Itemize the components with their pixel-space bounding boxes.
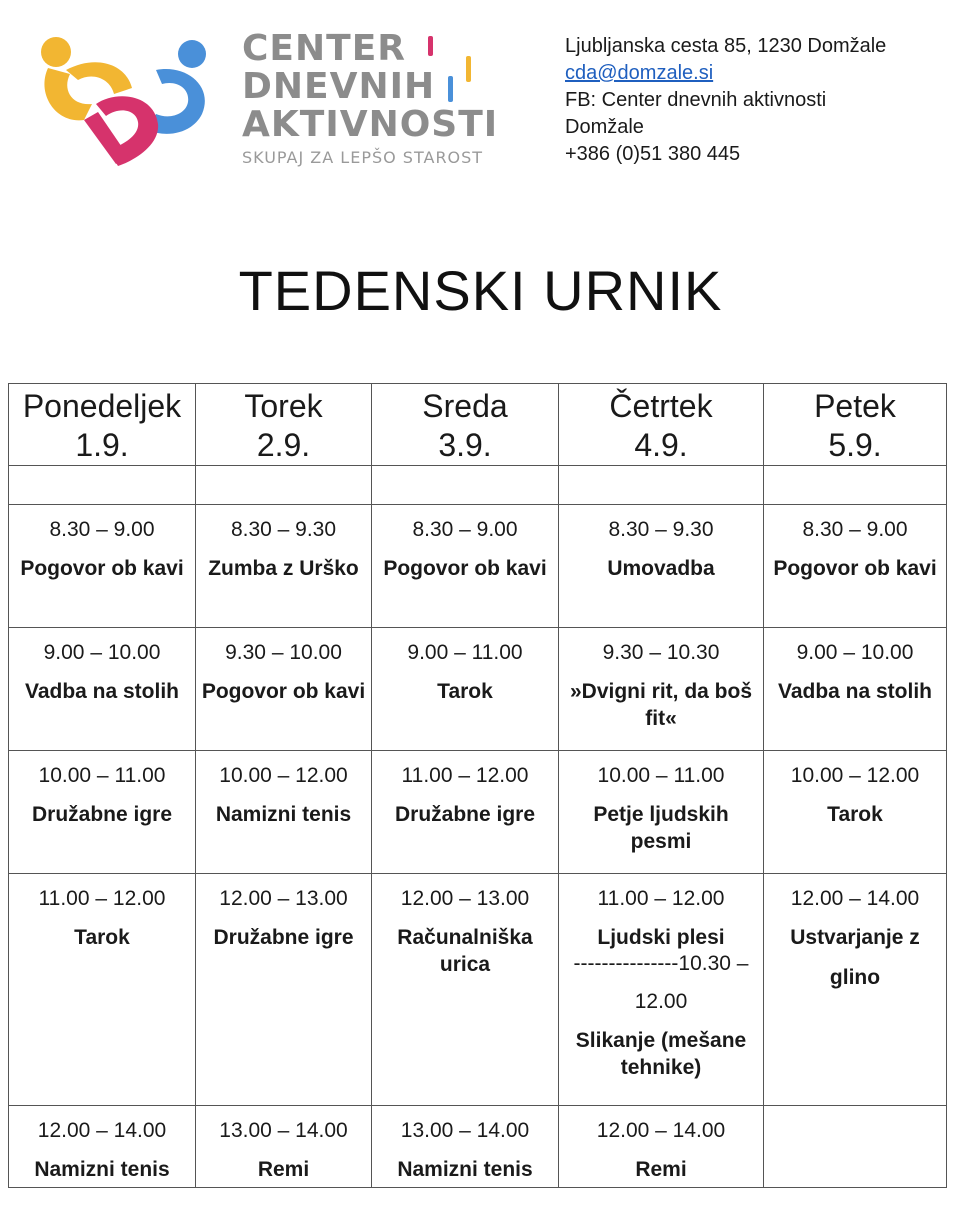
empty-cell <box>372 466 559 505</box>
time-slot: 10.00 – 12.00 <box>219 764 348 787</box>
day-name: Ponedeljek <box>22 388 182 424</box>
activity-name: Pogovor ob kavi <box>201 680 366 703</box>
day-header <box>9 384 196 466</box>
schedule-cell <box>196 628 372 751</box>
schedule-cell <box>196 874 372 1106</box>
activity-name: Petje ljudskih pesmi <box>593 803 729 853</box>
schedule-row <box>9 751 947 874</box>
time-slot: 8.30 – 9.30 <box>230 518 337 541</box>
time-slot: 8.30 – 9.30 <box>608 518 714 541</box>
time-slot: 12.00 – 14.00 <box>37 1119 167 1142</box>
time-slot: 12.00 – 14.00 <box>596 1119 726 1142</box>
schedule-cell <box>9 628 196 751</box>
time-slot: 11.00 – 12.00 <box>597 887 725 910</box>
schedule-header-row <box>9 384 947 466</box>
time-slot: 8.30 – 9.00 <box>412 518 518 541</box>
contact-phone: +386 (0)51 380 445 <box>565 143 741 165</box>
schedule-cell <box>764 751 947 874</box>
day-date: 1.9. <box>75 427 129 463</box>
logo-tagline: SKUPAJ ZA LEPŠO STAROST <box>242 148 484 167</box>
cda-logo <box>36 28 499 170</box>
schedule-cell <box>372 505 559 628</box>
schedule-cell <box>559 751 764 874</box>
schedule-row <box>9 628 947 751</box>
activity-name: Pogovor ob kavi <box>20 557 184 580</box>
time-slot: 11.00 – 12.00 <box>401 764 529 787</box>
contact-info <box>565 33 886 168</box>
schedule-row <box>9 874 947 1106</box>
time-slot: 13.00 – 14.00 <box>400 1119 530 1142</box>
activity-name: Pogovor ob kavi <box>383 557 547 580</box>
activity-name: Tarok <box>74 926 130 949</box>
schedule-cell <box>764 874 947 1106</box>
time-slot: 11.00 – 12.00 <box>38 887 166 910</box>
activity-name: »Dvigni rit, da boš fit« <box>569 680 753 730</box>
schedule-cell <box>9 874 196 1106</box>
day-date: 3.9. <box>438 427 492 463</box>
schedule-cell <box>372 751 559 874</box>
schedule-cell <box>196 751 372 874</box>
schedule-cell <box>559 628 764 751</box>
time-slot-2: 12.00 <box>634 990 688 1013</box>
day-header <box>196 384 372 466</box>
schedule-cell <box>196 1106 372 1188</box>
day-date: 2.9. <box>256 427 311 463</box>
logo-line-1: CENTER <box>242 28 407 69</box>
time-slot: 10.00 – 12.00 <box>790 764 920 787</box>
activity-name: Umovadba <box>607 557 715 580</box>
activity-name: Vadba na stolih <box>777 680 933 703</box>
activity-name: Zumba z Urško <box>208 557 359 580</box>
time-slot: 8.30 – 9.00 <box>49 518 155 541</box>
logo-line-3: AKTIVNOSTI <box>242 104 499 145</box>
time-slot: 8.30 – 9.00 <box>802 518 908 541</box>
schedule-cell <box>9 1106 196 1188</box>
time-slot: 10.00 – 11.00 <box>597 764 725 787</box>
schedule-row <box>9 1106 947 1188</box>
empty-cell <box>196 466 372 505</box>
time-slot: 12.00 – 13.00 <box>400 887 530 910</box>
contact-address: Ljubljanska cesta 85, 1230 Domžale <box>565 35 887 57</box>
activity-name: Računalniška urica <box>397 926 533 976</box>
schedule-cell <box>372 1106 559 1188</box>
separator-time: ---------------10.30 – <box>573 952 749 975</box>
activity-name: Družabne igre <box>394 803 536 826</box>
day-name: Torek <box>244 388 323 424</box>
time-slot: 12.00 – 13.00 <box>219 887 348 910</box>
logo-accent-bar-magenta <box>428 36 433 56</box>
page-title: TEDENSKI URNIK <box>238 259 723 322</box>
activity-name: Namizni tenis <box>34 1158 170 1181</box>
schedule-cell <box>9 505 196 628</box>
time-slot: 9.00 – 10.00 <box>796 641 914 664</box>
schedule-cell <box>559 1106 764 1188</box>
time-slot: 9.30 – 10.00 <box>225 641 342 664</box>
time-slot: 9.00 – 10.00 <box>43 641 161 664</box>
activity-name: Remi <box>635 1158 687 1181</box>
contact-facebook-line-1: FB: Center dnevnih aktivnosti <box>565 89 827 111</box>
schedule-cell <box>9 751 196 874</box>
activity-name: Ljudski plesi <box>597 926 725 949</box>
contact-facebook-line-2: Domžale <box>565 116 644 138</box>
logo-line-2: DNEVNIH <box>242 66 436 107</box>
schedule-cell <box>372 628 559 751</box>
activity-name: Ustvarjanje z glino <box>790 926 920 989</box>
schedule-cell <box>372 874 559 1106</box>
logo-accent-bar-yellow <box>466 56 471 82</box>
contact-email-link[interactable]: cda@domzale.si <box>565 62 714 84</box>
activity-name: Tarok <box>437 680 493 703</box>
logo-accent-bar-blue <box>448 76 453 102</box>
activity-name: Namizni tenis <box>215 803 352 826</box>
day-name: Petek <box>814 388 896 424</box>
day-header <box>559 384 764 466</box>
empty-cell <box>559 466 764 505</box>
schedule-cell <box>764 505 947 628</box>
time-slot: 12.00 – 14.00 <box>790 887 920 910</box>
weekly-schedule-table <box>8 383 947 1188</box>
activity-name-2: Slikanje (mešane tehnike) <box>575 1029 747 1079</box>
empty-cell <box>9 466 196 505</box>
time-slot: 10.00 – 11.00 <box>38 764 166 787</box>
day-date: 4.9. <box>634 427 688 463</box>
schedule-cell <box>764 628 947 751</box>
schedule-cell <box>559 505 764 628</box>
time-slot: 9.30 – 10.30 <box>602 641 720 664</box>
schedule-cell <box>196 505 372 628</box>
activity-name: Družabne igre <box>31 803 173 826</box>
time-slot: 9.00 – 11.00 <box>407 641 523 664</box>
day-date: 5.9. <box>828 427 882 463</box>
empty-cell <box>764 466 947 505</box>
schedule-cell-empty <box>764 1106 947 1188</box>
time-slot: 13.00 – 14.00 <box>219 1119 348 1142</box>
activity-name: Remi <box>257 1158 310 1181</box>
schedule-row <box>9 505 947 628</box>
schedule-cell <box>559 874 764 1106</box>
activity-name: Namizni tenis <box>397 1158 533 1181</box>
day-name: Sreda <box>422 388 508 424</box>
activity-name: Pogovor ob kavi <box>773 557 937 580</box>
day-header <box>372 384 559 466</box>
day-header <box>764 384 947 466</box>
logo-wordmark <box>242 30 498 167</box>
cda-logo-mark-icon <box>36 34 216 168</box>
activity-name: Vadba na stolih <box>24 680 180 703</box>
day-name: Četrtek <box>609 388 713 424</box>
activity-name: Tarok <box>827 803 883 826</box>
activity-name: Družabne igre <box>213 926 354 949</box>
spacer-row <box>9 466 947 505</box>
